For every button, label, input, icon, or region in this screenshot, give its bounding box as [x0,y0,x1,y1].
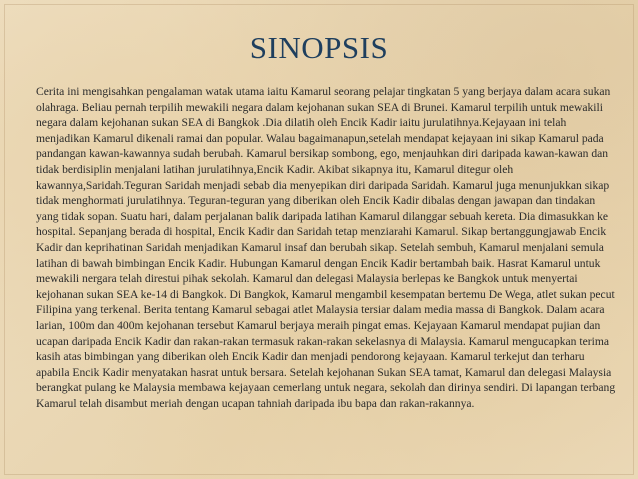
slide-title: SINOPSIS [249,30,389,65]
synopsis-paragraph: Cerita ini mengisahkan pengalaman watak utama iaitu Kamarul seorang pelajar tingkatan 5 yang berjaya dalam acara sukan olahraga. Beliau pernah terpilih mewakili negara dalam kejohanan sukan SEA di Brunei. Kamarul terpilih untuk mewakili negara dalam kejohanan sukan SEA di Bangkok .Dia dilatih oleh Encik Kadir iaitu jurulatihnya.Kejayaan ini telah menjadikan Kamarul dikenali ramai dan popular. Walau bagaimanapun,setelah mendapat kejayaan ini sikap Kamarul pada pandangan kawan-kawannya sudah berubah. Kamarul bersikap sombong, ego, menjauhkan diri daripada kawan-kawan dan tidak berdisiplin menjalani latihan jurulatihnya,Encik Kadir. Akibat sikapnya itu, Kamarul ditegur oleh kawannya,Saridah.Teguran Saridah menjadi sebab dia menyepikan diri daripada Saridah. Kamarul juga menunjukkan sikap tidak menghormati jurulatihnya. Teguran-teguran yang diberikan oleh Encik Kadir dibalas dengan jawapan dan tindakan yang tidak sopan. Suatu hari, dalam perjalanan balik daripada latihan Kamarul dilanggar sebuah kereta. Dia dimasukkan ke hospital. Sepanjang berada di hospital, Encik Kadir dan Saridah tetap menziarahi Kamarul. Sikap bertanggungjawab Encik Kadir dan keprihatinan Saridah menjadikan Kamarul insaf dan berubah sikap. Setelah sembuh, Kamarul menjalani semula latihan di bawah bimbingan Encik Kadir. Hubungan Kamarul dengan Encik Kadir bertambah baik. Hasrat Kamarul untuk mewakili nergara telah direstui pihak sekolah. Kamarul dan delegasi Malaysia berlepas ke Bangkok untuk menyertai kejohanan sukan SEA ke-14 di Bangkok. Di Bangkok, Kamarul mengambil kesempatan bertemu De Wega, atlet sukan pecut Filipina yang terkenal. Berita tentang Kamarul sebagai atlet Malaysia tersiar dalam media massa di Bangkok. Dalam acara larian, 100m dan 400m kejohanan tersebut Kamarul berjaya meraih pingat emas. Kejayaan Kamarul mendapat pujian dan ucapan daripada Encik Kadir dan rakan-rakan termasuk rakan-rakan sekelasnya di Malaysia. Kamarul mengucapkan terima kasih atas bimbingan yang diberikan oleh Encik Kadir dan menjadi pendorong kejayaan. Kamarul terkejut dan terharu apabila Encik Kadir menyatakan hasrat untuk bersara. Setelah kejohanan Sukan SEA tamat, Kamarul dan delegasi Malaysia berangkat pulang ke Malaysia membawa kejayaan cemerlang untuk negara, sekolah dan dirinya sendiri. Di lapangan terbang Kamarul telah disambut meriah dengan ucapan tahniah daripada ibu bapa dan rakan-rakannya. [36,85,616,410]
